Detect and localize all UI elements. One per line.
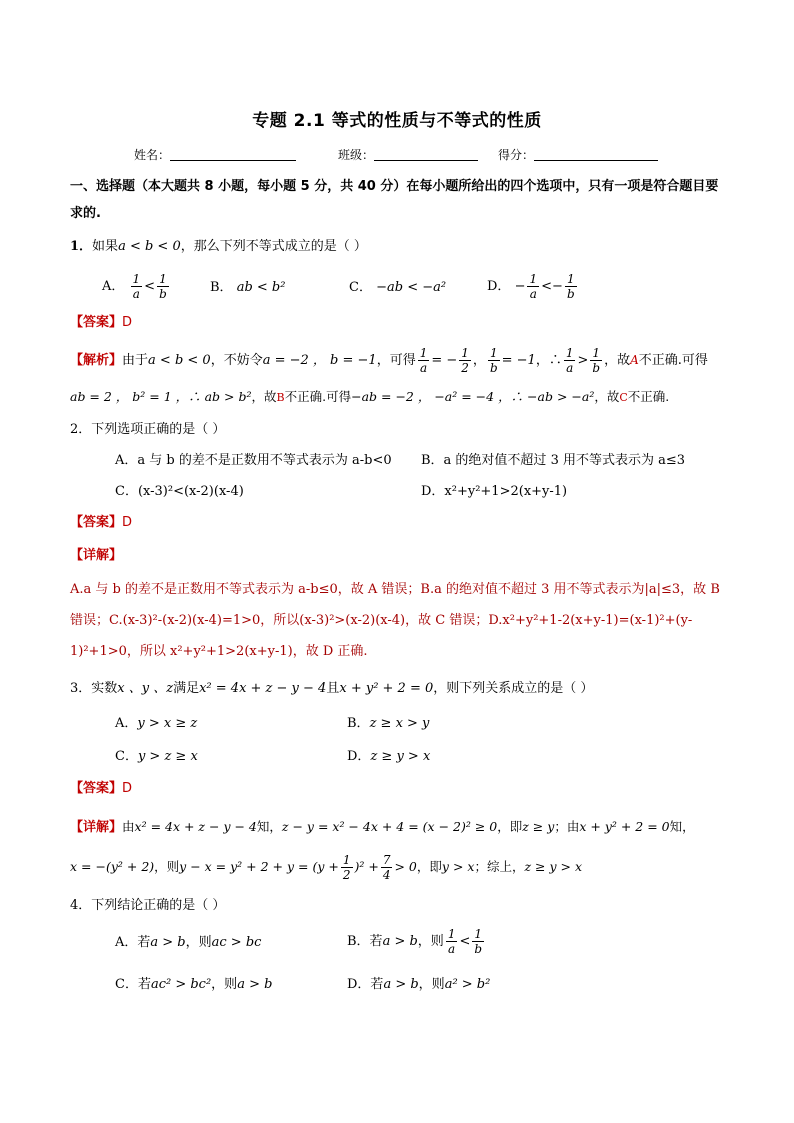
detail-math: z ≥ y > x — [524, 859, 583, 874]
score-field[interactable] — [498, 146, 658, 163]
q3-option-b[interactable] — [347, 714, 429, 734]
q1-analysis-line-1: 【解析】由于a < b < 0，不妨令a = −2 ， b = −1，可得 $\frac{1}{a}$ = − $\frac{1}{2}$ ， $\frac{1}{b}$ = −1，∴ $\frac{1}{a}$ > $\frac{1}{b}$ ，故A不正确.可得 — [70, 346, 708, 375]
numerator: 1 — [342, 853, 351, 867]
fraction — [488, 346, 500, 375]
analysis-math: a = −2 ， b = −1 — [262, 353, 377, 368]
numerator: 1 — [472, 927, 484, 942]
analysis-text: ，故 — [594, 389, 620, 404]
numerator: 1 — [461, 346, 469, 360]
stem-text: 如果 — [92, 239, 119, 254]
detail-text: ；由 — [554, 819, 580, 834]
fraction — [472, 927, 484, 956]
option-letter: D． — [347, 749, 371, 764]
detail-text: 知， — [669, 819, 695, 834]
detail-math: > 0 — [394, 859, 417, 874]
analysis-text: ，不妨令 — [210, 353, 263, 368]
option-expression: y > z ≥ x — [137, 749, 198, 764]
option-expression: z ≥ y > x — [370, 749, 431, 764]
option-text: ，则 — [418, 977, 445, 992]
q2-detail-label — [70, 543, 730, 569]
stem-text: ，那么下列不等式成立的是（ ） — [180, 239, 367, 254]
q4-option-b[interactable] — [347, 927, 486, 956]
analysis-math: a < b < 0 — [148, 353, 211, 368]
option-letter: C． — [349, 280, 372, 295]
detail-math: y > x — [441, 859, 475, 874]
detail-math: x = −(y² + 2) — [70, 859, 155, 874]
operator: − — [514, 279, 526, 294]
detail-math: z ≥ y — [522, 819, 555, 834]
analysis-text: 不正确.可得 — [638, 353, 708, 368]
analysis-text: 不正确.可得 — [284, 389, 352, 404]
detail-text: ，则 — [154, 859, 180, 874]
detail-label: 【详解】 — [70, 548, 123, 563]
class-field[interactable] — [338, 146, 478, 163]
score-blank[interactable] — [534, 148, 658, 161]
operator: < — [459, 934, 471, 949]
question-4-stem: 4．下列结论正确的是（ ） — [70, 898, 226, 913]
q1-option-d[interactable] — [487, 272, 579, 301]
detail-label: 【详解】 — [70, 820, 123, 835]
answer-value: D — [122, 781, 133, 796]
fraction — [446, 927, 458, 956]
option-expression: z ≥ x > y — [369, 716, 430, 731]
analysis-text: ，故 — [251, 389, 277, 404]
stem-condition: a < b < 0 — [118, 239, 181, 254]
denominator: a — [132, 287, 140, 301]
q3-detail-line-2 — [70, 852, 730, 882]
student-info-line — [0, 146, 794, 166]
denominator: b — [592, 361, 601, 375]
numerator: 7 — [382, 853, 391, 867]
option-text: ，则 — [417, 934, 444, 949]
stem-text: ，则下列关系成立的是（ ） — [433, 681, 594, 696]
operator: < — [144, 279, 156, 294]
denominator: 4 — [382, 868, 391, 882]
option-result: ac > bc — [211, 935, 262, 950]
option-text: ，则 — [211, 977, 238, 992]
detail-text: 知， — [256, 819, 282, 834]
analysis-text: ，故 — [604, 353, 631, 368]
name-label: 姓名： — [134, 148, 171, 162]
numerator: 1 — [447, 927, 456, 941]
analysis-text: 由于 — [122, 353, 149, 368]
analysis-math: −ab = −2 ， −a² = −4 ，∴ −ab > −a² — [351, 389, 595, 404]
q1-answer — [70, 310, 730, 336]
q4-option-d[interactable] — [347, 975, 490, 995]
option-letter: D．若 — [347, 977, 384, 992]
option-expression: −ab < −a² — [376, 280, 447, 295]
denominator: b — [566, 287, 575, 301]
option-result: a > b — [237, 977, 273, 992]
stem-math: x² = 4x + z − y − 4 — [199, 681, 327, 696]
option-expression: y > x ≥ z — [137, 716, 198, 731]
analysis-text: ，可得 — [376, 353, 416, 368]
question-1-stem — [70, 234, 730, 260]
numerator: 1 — [565, 346, 574, 360]
analysis-text: 不正确. — [627, 389, 670, 404]
option-condition: a > b — [150, 935, 186, 950]
denominator: a — [419, 361, 428, 375]
analysis-text: ，∴ — [535, 353, 562, 368]
fraction — [590, 346, 602, 375]
detail-math: x² = 4x + z − y − 4 — [134, 819, 257, 834]
option-expression: ab < b² — [236, 280, 286, 295]
answer-label: 【答案】 — [70, 515, 123, 530]
name-blank[interactable] — [170, 148, 296, 161]
operator: = −1 — [501, 353, 536, 368]
fraction — [381, 853, 393, 882]
q1-option-c[interactable] — [349, 278, 446, 298]
denominator: b — [489, 361, 498, 375]
q2-detail-text: A.a 与 b 的差不是正数用不等式表示为 a-b≤0，故 A 错误；B.a 的绝对值不超过 3 用不等式表示为|a|≤3，故 B 错误；C.(x-3)²-(x-2)(x-4)=1>0，所以(x-3)²>(x-2)(x-4)，故 C 错误；D.x²+y²+1-2(x+y-1)=(x-1)²+(y-1)²+1>0，所以 x²+y²+1>2(x+y-1)，故 D 正确. — [70, 582, 720, 659]
section-heading: 一、选择题（本大题共 8 小题，每小题 5 分，共 40 分）在每小题所给出的四个选项中，只有一项是符合题目要求的. — [70, 179, 719, 221]
numerator: 1 — [590, 346, 602, 361]
denominator: b — [474, 942, 483, 956]
operator: − — [552, 279, 563, 294]
q1-option-b[interactable] — [210, 278, 285, 298]
detail-math: y − x = y² + 2 + y = (y + — [179, 859, 339, 874]
q3-option-c[interactable] — [115, 747, 198, 767]
detail-math: z − y = x² − 4x + 4 = (x − 2)² ≥ 0 — [281, 819, 498, 834]
score-label: 得分： — [498, 148, 535, 162]
q4-option-c[interactable] — [115, 975, 272, 995]
option-letter: B． — [210, 280, 233, 295]
analysis-option-ref: B — [276, 391, 285, 404]
fraction — [341, 853, 353, 882]
class-label: 班级： — [338, 148, 375, 162]
q2-option-b[interactable]: B．a 的绝对值不超过 3 用不等式表示为 a≤3 — [421, 453, 686, 468]
operator: = − — [431, 353, 458, 368]
stem-math: x 、y 、z — [117, 681, 174, 696]
option-letter: C．若 — [115, 977, 151, 992]
denominator: b — [159, 287, 167, 301]
detail-text: ，即 — [416, 859, 442, 874]
fraction — [459, 346, 471, 375]
denominator: a — [566, 361, 574, 375]
answer-label: 【答案】 — [70, 315, 123, 330]
option-letter: C． — [115, 749, 138, 764]
stem-text: 3．实数 — [70, 681, 118, 696]
name-field[interactable] — [134, 146, 296, 163]
fraction — [565, 272, 577, 301]
denominator: 2 — [342, 868, 351, 882]
option-letter: B． — [347, 716, 370, 731]
option-letter: A．若 — [115, 935, 151, 950]
q3-option-d[interactable] — [347, 747, 430, 767]
fraction — [564, 346, 576, 375]
numerator: 1 — [529, 272, 538, 286]
option-letter: D． — [487, 279, 511, 294]
q3-answer — [70, 776, 730, 802]
fraction — [157, 272, 169, 301]
question-number: 1． — [70, 239, 93, 254]
detail-math: x + y² + 2 = 0 — [579, 819, 670, 834]
denominator: 2 — [461, 361, 469, 375]
stem-text: 且 — [326, 681, 340, 696]
analysis-option-ref: A — [630, 353, 639, 367]
stem-text: 满足 — [173, 681, 200, 696]
option-letter: B．若 — [347, 934, 383, 949]
answer-label: 【答案】 — [70, 781, 123, 796]
detail-text: ；综上， — [474, 859, 525, 874]
operator: > — [577, 353, 589, 368]
option-condition: a > b — [382, 934, 418, 949]
detail-math: )² + — [354, 859, 379, 874]
q2-option-d[interactable]: D．x²+y²+1>2(x+y-1) — [421, 484, 568, 499]
question-2-stem: 2．下列选项正确的是（ ） — [70, 422, 226, 437]
page-title: 专题 2.1 等式的性质与不等式的性质 — [252, 111, 542, 131]
q3-option-a[interactable] — [115, 714, 197, 734]
q1-option-a[interactable] — [102, 272, 171, 301]
analysis-math: ab = 2 ， b² = 1 ，∴ ab > b² — [70, 389, 252, 404]
detail-text: 由 — [122, 819, 135, 834]
q1-analysis-line-2 — [70, 384, 730, 411]
answer-value: D — [122, 315, 133, 330]
stem-math: x + y² + 2 = 0 — [339, 681, 434, 696]
numerator: 1 — [565, 272, 577, 287]
detail-text: ，即 — [497, 819, 523, 834]
denominator: a — [529, 287, 537, 301]
option-letter: A． — [102, 279, 125, 294]
q3-detail-line-1 — [70, 814, 730, 841]
operator: < — [541, 279, 553, 294]
option-text: ，则 — [185, 935, 212, 950]
option-letter: A． — [115, 716, 138, 731]
q2-answer — [70, 510, 730, 536]
fraction — [527, 272, 539, 301]
q2-option-c[interactable]: C．(x-3)²<(x-2)(x-4) — [115, 484, 244, 499]
numerator: 1 — [488, 346, 500, 361]
class-blank[interactable] — [374, 148, 478, 161]
question-3-stem — [70, 676, 730, 702]
option-result: a² > b² — [444, 977, 491, 992]
numerator: 1 — [132, 272, 141, 286]
fraction — [131, 272, 143, 301]
q2-option-a[interactable]: A．a 与 b 的差不是正数用不等式表示为 a-b<0 — [115, 453, 392, 468]
option-condition: ac² > bc² — [150, 977, 212, 992]
analysis-label: 【解析】 — [70, 353, 123, 368]
option-condition: a > b — [383, 977, 419, 992]
answer-value: D — [122, 515, 133, 530]
numerator: 1 — [157, 272, 169, 287]
analysis-option-ref: C — [619, 391, 628, 404]
denominator: a — [448, 942, 456, 956]
q4-option-a[interactable] — [115, 933, 261, 953]
numerator: 1 — [419, 346, 428, 360]
fraction — [418, 346, 430, 375]
